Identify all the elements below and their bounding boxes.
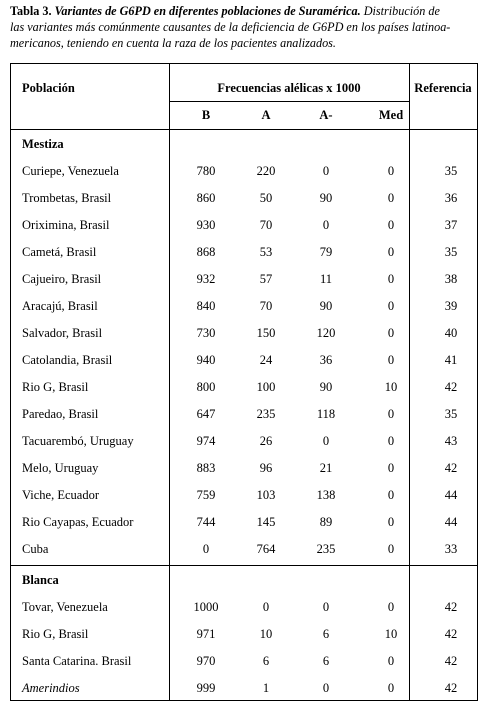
cell-med: 0	[387, 434, 395, 448]
row-population: Santa Catarina. Brasil	[22, 654, 132, 668]
row-population: Oriximina, Brasil	[22, 218, 110, 232]
cell-a: 10	[259, 627, 273, 641]
cell-b: 999	[196, 681, 216, 695]
row-population: Cuba	[22, 542, 49, 556]
cell-reference: 44	[444, 488, 458, 502]
cell-a-minus: 90	[319, 380, 333, 394]
cell-a-minus: 36	[319, 353, 333, 367]
group-divider	[11, 565, 477, 566]
cell-a-minus: 0	[322, 218, 330, 232]
cell-a: 764	[256, 542, 276, 556]
cell-med: 0	[387, 681, 395, 695]
header-population: Población	[22, 81, 75, 95]
cell-a-minus: 89	[319, 515, 333, 529]
cell-med: 0	[387, 245, 395, 259]
cell-a: 70	[259, 299, 273, 313]
cell-reference: 33	[444, 542, 458, 556]
header-divider	[11, 129, 477, 130]
cell-reference: 36	[444, 191, 458, 205]
cell-b: 883	[196, 461, 216, 475]
header-frequencies: Frecuencias alélicas x 1000	[217, 81, 361, 95]
cell-a-minus: 11	[319, 272, 333, 286]
row-population: Tovar, Venezuela	[22, 600, 108, 614]
cell-a: 220	[256, 164, 276, 178]
cell-a-minus: 235	[316, 542, 336, 556]
cell-a: 235	[256, 407, 276, 421]
cell-b: 868	[196, 245, 216, 259]
cell-b: 974	[196, 434, 216, 448]
row-population: Salvador, Brasil	[22, 326, 103, 340]
cell-a: 145	[256, 515, 276, 529]
header-reference: Referencia	[414, 81, 472, 95]
cell-b: 780	[196, 164, 216, 178]
caption-label: Tabla 3.	[10, 4, 52, 18]
cell-b: 840	[196, 299, 216, 313]
cell-b: 971	[196, 627, 216, 641]
cell-reference: 42	[444, 380, 458, 394]
cell-a: 0	[262, 600, 270, 614]
cell-med: 0	[387, 488, 395, 502]
cell-b: 932	[196, 272, 216, 286]
cell-reference: 35	[444, 164, 458, 178]
cell-reference: 38	[444, 272, 458, 286]
subheader-med: Med	[378, 108, 404, 122]
row-population: Amerindios	[22, 681, 80, 695]
cell-b: 970	[196, 654, 216, 668]
cell-b: 759	[196, 488, 216, 502]
caption-text-line2: las variantes más comúnmente causantes de la deficiencia de G6PD en los países latinoa-	[10, 20, 451, 34]
cell-med: 0	[387, 407, 395, 421]
row-population: Melo, Uruguay	[22, 461, 99, 475]
cell-b: 930	[196, 218, 216, 232]
cell-a-minus: 0	[322, 600, 330, 614]
cell-a-minus: 6	[322, 627, 330, 641]
cell-a-minus: 90	[319, 191, 333, 205]
subheader-a-minus: A-	[319, 108, 333, 122]
cell-a-minus: 21	[319, 461, 333, 475]
row-population: Rio G, Brasil	[22, 627, 89, 641]
cell-a: 150	[256, 326, 276, 340]
cell-reference: 40	[444, 326, 458, 340]
g6pd-variants-table	[10, 63, 478, 701]
cell-reference: 37	[444, 218, 458, 232]
cell-a-minus: 118	[316, 407, 336, 421]
cell-a-minus: 0	[322, 434, 330, 448]
subheader-b: B	[201, 108, 211, 122]
caption-text-line1: Distribución de	[363, 4, 440, 18]
cell-a: 26	[259, 434, 273, 448]
cell-med: 10	[384, 627, 398, 641]
cell-a-minus: 79	[319, 245, 333, 259]
cell-med: 0	[387, 600, 395, 614]
caption-text-line3: mericanos, teniendo en cuenta la raza de los pacientes analizados.	[10, 36, 336, 50]
row-population: Rio G, Brasil	[22, 380, 89, 394]
cell-reference: 42	[444, 600, 458, 614]
cell-reference: 42	[444, 681, 458, 695]
row-population: Paredao, Brasil	[22, 407, 99, 421]
cell-med: 0	[387, 542, 395, 556]
column-divider-population-body	[169, 129, 170, 701]
cell-b: 0	[202, 542, 210, 556]
cell-b: 1000	[193, 600, 219, 614]
cell-reference: 43	[444, 434, 458, 448]
cell-med: 0	[387, 461, 395, 475]
cell-a: 50	[259, 191, 273, 205]
row-population: Cajueiro, Brasil	[22, 272, 102, 286]
cell-a: 103	[256, 488, 276, 502]
cell-b: 730	[196, 326, 216, 340]
cell-med: 0	[387, 326, 395, 340]
cell-reference: 35	[444, 245, 458, 259]
cell-a-minus: 0	[322, 681, 330, 695]
cell-med: 0	[387, 299, 395, 313]
cell-a-minus: 138	[316, 488, 336, 502]
row-population: Catolandia, Brasil	[22, 353, 113, 367]
group-label: Blanca	[22, 573, 59, 587]
cell-med: 0	[387, 218, 395, 232]
cell-b: 800	[196, 380, 216, 394]
cell-med: 0	[387, 654, 395, 668]
row-population: Viche, Ecuador	[22, 488, 99, 502]
cell-a-minus: 6	[322, 654, 330, 668]
row-population: Curiepe, Venezuela	[22, 164, 119, 178]
cell-reference: 39	[444, 299, 458, 313]
cell-a: 1	[262, 681, 270, 695]
cell-reference: 42	[444, 461, 458, 475]
cell-b: 860	[196, 191, 216, 205]
cell-med: 0	[387, 515, 395, 529]
table-caption	[10, 3, 474, 51]
cell-med: 0	[387, 353, 395, 367]
cell-reference: 42	[444, 627, 458, 641]
cell-a: 24	[259, 353, 273, 367]
row-population: Tacuarembó, Uruguay	[22, 434, 134, 448]
caption-title: Variantes de G6PD en diferentes poblaciones de Suramérica.	[54, 4, 361, 18]
cell-a-minus: 0	[322, 164, 330, 178]
cell-a: 100	[256, 380, 276, 394]
cell-b: 647	[196, 407, 216, 421]
row-population: Trombetas, Brasil	[22, 191, 112, 205]
row-population: Rio Cayapas, Ecuador	[22, 515, 134, 529]
row-population: Aracajú, Brasil	[22, 299, 98, 313]
cell-b: 744	[196, 515, 216, 529]
column-divider-population	[169, 64, 170, 129]
cell-b: 940	[196, 353, 216, 367]
cell-a-minus: 120	[316, 326, 336, 340]
subheader-divider	[169, 101, 409, 102]
cell-a-minus: 90	[319, 299, 333, 313]
cell-med: 0	[387, 191, 395, 205]
cell-a: 53	[259, 245, 273, 259]
cell-reference: 41	[444, 353, 458, 367]
cell-reference: 42	[444, 654, 458, 668]
cell-a: 70	[259, 218, 273, 232]
cell-reference: 44	[444, 515, 458, 529]
cell-a: 57	[259, 272, 273, 286]
row-population: Cametá, Brasil	[22, 245, 97, 259]
group-label: Mestiza	[22, 137, 64, 151]
cell-a: 6	[262, 654, 270, 668]
cell-reference: 35	[444, 407, 458, 421]
subheader-a: A	[261, 108, 271, 122]
cell-med: 0	[387, 164, 395, 178]
cell-med: 0	[387, 272, 395, 286]
cell-a: 96	[259, 461, 273, 475]
cell-med: 10	[384, 380, 398, 394]
